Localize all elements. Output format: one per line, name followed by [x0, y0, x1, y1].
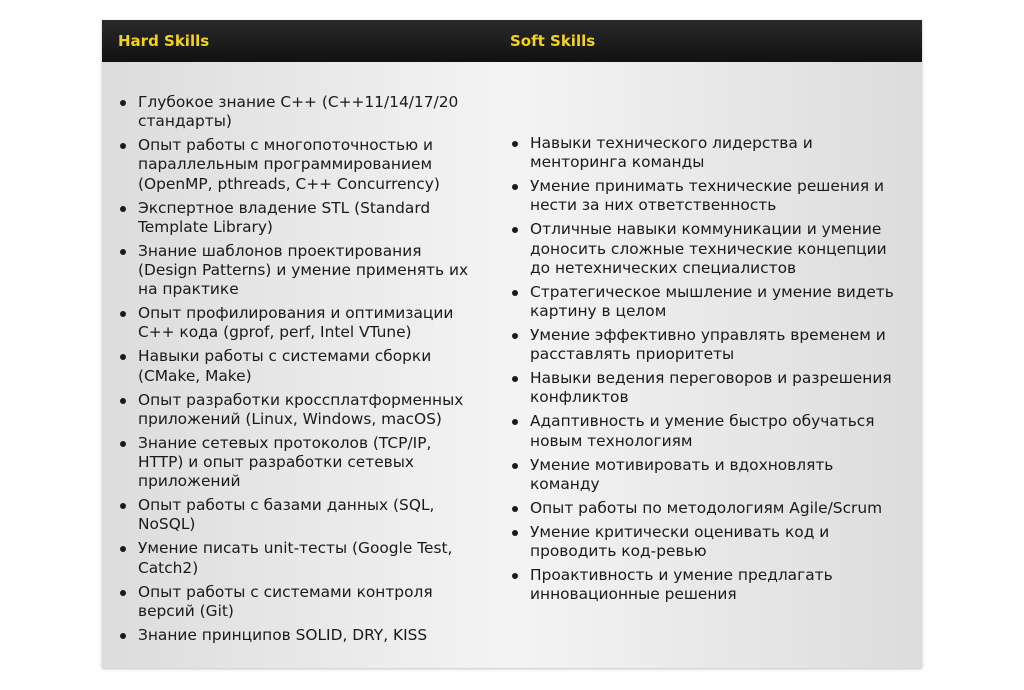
bullet-icon: [120, 503, 126, 509]
list-item: [120, 347, 480, 385]
list-item: [120, 434, 480, 492]
bullet-icon: [120, 633, 126, 639]
list-item-text: Умение принимать технические решения и нести за них ответственность: [530, 177, 885, 215]
list-item: [120, 136, 480, 194]
list-item: [120, 199, 480, 237]
bullet-icon: [120, 441, 126, 447]
list-item-text: Навыки работы с системами сборки (CMake, Make): [138, 347, 432, 385]
bullet-icon: [120, 590, 126, 596]
list-item-text: Умение писать unit-тесты (Google Test, Catch2): [138, 539, 453, 577]
bullet-icon: [512, 419, 518, 425]
list-item: [512, 412, 907, 450]
list-item: [512, 283, 907, 321]
list-item: [120, 626, 480, 645]
list-item: [512, 220, 907, 278]
list-item: [120, 391, 480, 429]
list-item: [512, 326, 907, 364]
bullet-icon: [120, 311, 126, 317]
list-item-text: Опыт работы с многопоточностью и параллельным программированием (OpenMP, pthreads, C++ Concurrency): [138, 136, 440, 193]
bullet-icon: [512, 141, 518, 147]
list-item-text: Навыки технического лидерства и менторинга команды: [530, 134, 813, 172]
list-item: [512, 523, 907, 561]
list-item-text: Опыт работы с системами контроля версий (Git): [138, 582, 433, 620]
list-item: [512, 499, 907, 518]
table-header: [102, 20, 922, 62]
soft-skills-heading: Soft Skills: [510, 32, 596, 50]
bullet-icon: [120, 546, 126, 552]
list-item-text: Стратегическое мышление и умение видеть картину в целом: [530, 282, 894, 321]
bullet-icon: [512, 290, 518, 296]
list-item-text: Знание сетевых протоколов (TCP/IP, HTTP) и опыт разработки сетевых приложений: [138, 433, 432, 491]
bullet-icon: [512, 530, 518, 536]
hard-skills-heading: Hard Skills: [118, 32, 210, 50]
list-item: [120, 583, 480, 621]
list-item-text: Знание принципов SOLID, DRY, KISS: [138, 625, 428, 644]
list-item: [120, 539, 480, 577]
bullet-icon: [512, 184, 518, 190]
bullet-icon: [120, 143, 126, 149]
soft-skills-list: [512, 134, 907, 609]
bullet-icon: [512, 333, 518, 339]
list-item-text: Опыт работы с базами данных (SQL, NoSQL): [138, 496, 435, 534]
bullet-icon: [120, 206, 126, 212]
list-item: [512, 134, 907, 172]
list-item: [512, 369, 907, 407]
bullet-icon: [512, 463, 518, 469]
list-item-text: Опыт разработки кроссплатформенных приложений (Linux, Windows, macOS): [138, 390, 464, 428]
hard-skills-list: [120, 93, 480, 650]
bullet-icon: [512, 376, 518, 382]
list-item: [120, 242, 480, 300]
list-item: [120, 304, 480, 342]
list-item-text: Адаптивность и умение быстро обучаться новым технологиям: [530, 412, 875, 450]
list-item: [512, 566, 907, 604]
list-item-text: Навыки ведения переговоров и разрешения конфликтов: [530, 369, 892, 407]
list-item: [120, 496, 480, 534]
bullet-icon: [120, 398, 126, 404]
bullet-icon: [120, 354, 126, 360]
list-item-text: Умение эффективно управлять временем и расставлять приоритеты: [530, 326, 886, 364]
list-item-text: Проактивность и умение предлагать инновационные решения: [530, 566, 833, 604]
list-item-text: Умение критически оценивать код и проводить код-ревью: [530, 522, 830, 561]
list-item-text: Знание шаблонов проектирования (Design Patterns) и умение применять их на практике: [138, 241, 469, 299]
list-item-text: Опыт работы по методологиям Agile/Scrum: [530, 498, 883, 517]
list-item-text: Отличные навыки коммуникации и умение доносить сложные технические концепции до нетехнических специалистов: [530, 220, 887, 277]
list-item-text: Опыт профилирования и оптимизации C++ кода (gprof, perf, Intel VTune): [138, 304, 454, 342]
list-item-text: Экспертное владение STL (Standard Template Library): [138, 198, 431, 236]
list-item: [512, 177, 907, 215]
list-item-text: Умение мотивировать и вдохновлять команду: [530, 455, 834, 493]
bullet-icon: [120, 249, 126, 255]
bullet-icon: [120, 100, 126, 106]
bullet-icon: [512, 506, 518, 512]
bullet-icon: [512, 573, 518, 579]
list-item: [120, 93, 480, 131]
list-item-text: Глубокое знание C++ (C++11/14/17/20 стандарты): [138, 93, 459, 131]
bullet-icon: [512, 227, 518, 233]
list-item: [512, 456, 907, 494]
skills-table: [102, 20, 922, 668]
